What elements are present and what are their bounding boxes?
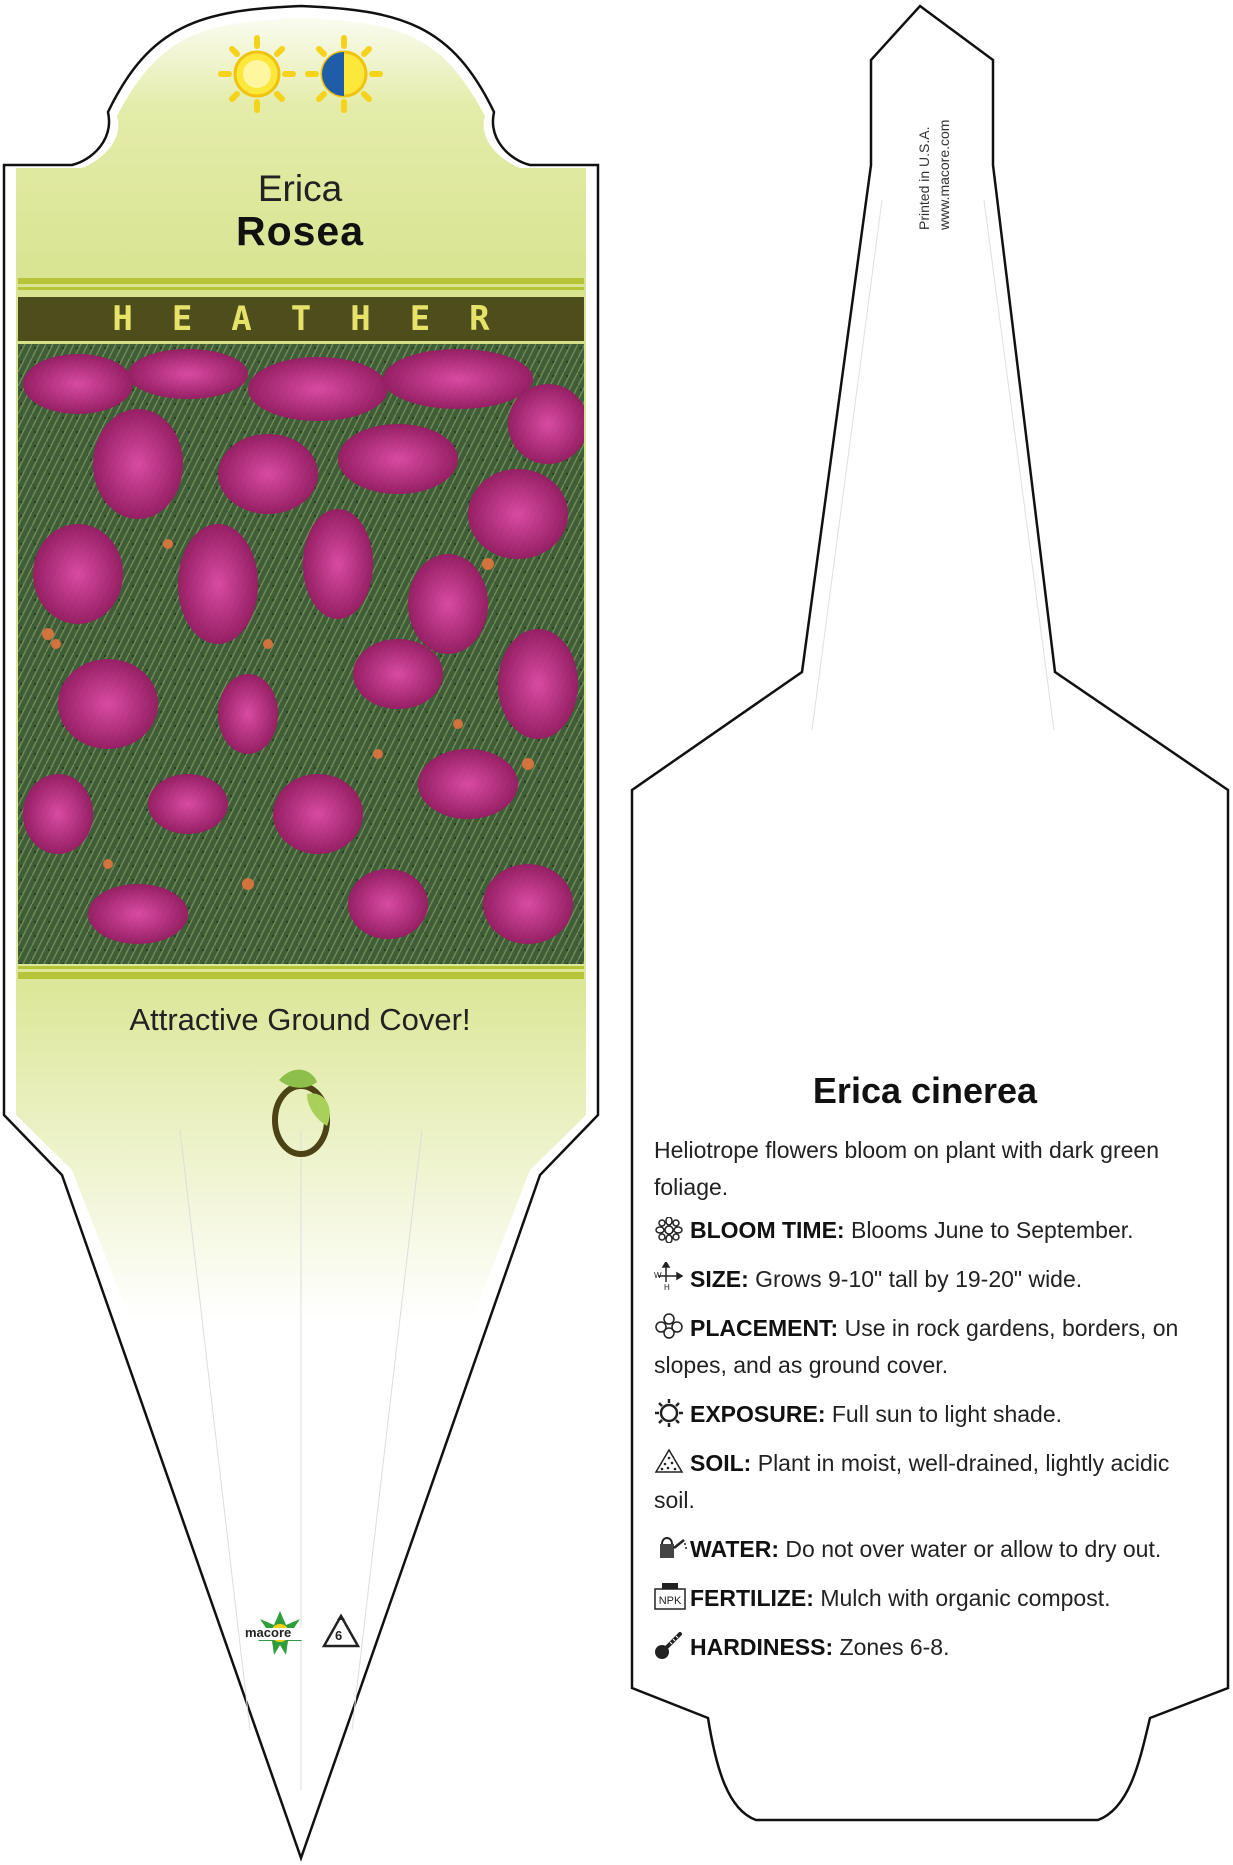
water-text: Do not over water or allow to dry out. — [785, 1536, 1162, 1562]
brand-name: macore — [245, 1625, 292, 1640]
fertilize-row — [654, 1580, 1184, 1617]
exposure-row — [654, 1396, 1184, 1433]
website: www.macore.com — [936, 119, 952, 230]
species-name: Rosea — [235, 208, 365, 254]
sun-icon — [654, 1399, 684, 1425]
size-h-letter: H — [664, 1283, 670, 1292]
exposure-label: EXPOSURE: — [690, 1401, 826, 1427]
size-icon — [654, 1262, 684, 1292]
size-text: Grows 9-10" tall by 19-20" wide. — [755, 1266, 1083, 1292]
soil-row — [654, 1445, 1184, 1519]
placement-icon — [654, 1313, 684, 1339]
bloom-time-label: BLOOM TIME: — [690, 1217, 845, 1243]
tagline: Attractive Ground Cover! — [129, 1002, 471, 1037]
fertilize-text: Mulch with organic compost. — [820, 1585, 1111, 1611]
watering-can-icon — [654, 1534, 684, 1560]
soil-text: Plant in moist, well-drained, lightly acidic soil. — [654, 1450, 1170, 1513]
hardiness-row — [654, 1629, 1184, 1666]
placement-row — [654, 1310, 1184, 1384]
size-label: SIZE: — [690, 1266, 749, 1292]
fertilize-label: FERTILIZE: — [690, 1585, 814, 1611]
printed-in: Printed in U.S.A. — [916, 126, 932, 230]
common-name-band — [18, 297, 584, 341]
hardiness-text: Zones 6-8. — [839, 1634, 950, 1660]
water-row — [654, 1531, 1184, 1568]
plant-photo — [18, 344, 584, 964]
placement-text: Use in rock gardens, borders, on slopes, and as ground cover. — [654, 1315, 1179, 1378]
placement-label: PLACEMENT: — [690, 1315, 839, 1341]
water-label: WATER: — [690, 1536, 780, 1562]
description: Heliotrope flowers bloom on plant with dark green foliage. — [654, 1137, 1159, 1200]
size-w-letter: W — [654, 1271, 662, 1280]
care-info — [654, 1132, 1184, 1666]
common-name: HEATHER — [112, 299, 529, 339]
soil-label: SOIL: — [690, 1450, 752, 1476]
exposure-text: Full sun to light shade. — [831, 1401, 1063, 1427]
part-sun-icon — [308, 38, 380, 110]
full-sun-icon — [221, 38, 293, 110]
bloom-time-row — [654, 1212, 1184, 1249]
genus-name: Erica — [257, 168, 343, 209]
soil-icon — [654, 1448, 684, 1474]
hardiness-label: HARDINESS: — [690, 1634, 834, 1660]
npk-icon-text: NPK — [658, 1595, 682, 1607]
flower-icon — [654, 1217, 684, 1243]
size-row — [654, 1261, 1184, 1298]
recycle-number: 6 — [335, 1628, 343, 1643]
botanical-name: Erica cinerea — [812, 1070, 1038, 1111]
npk-icon — [654, 1583, 684, 1609]
bloom-time-text: Blooms June to September. — [850, 1217, 1134, 1243]
thermometer-icon — [654, 1630, 684, 1656]
